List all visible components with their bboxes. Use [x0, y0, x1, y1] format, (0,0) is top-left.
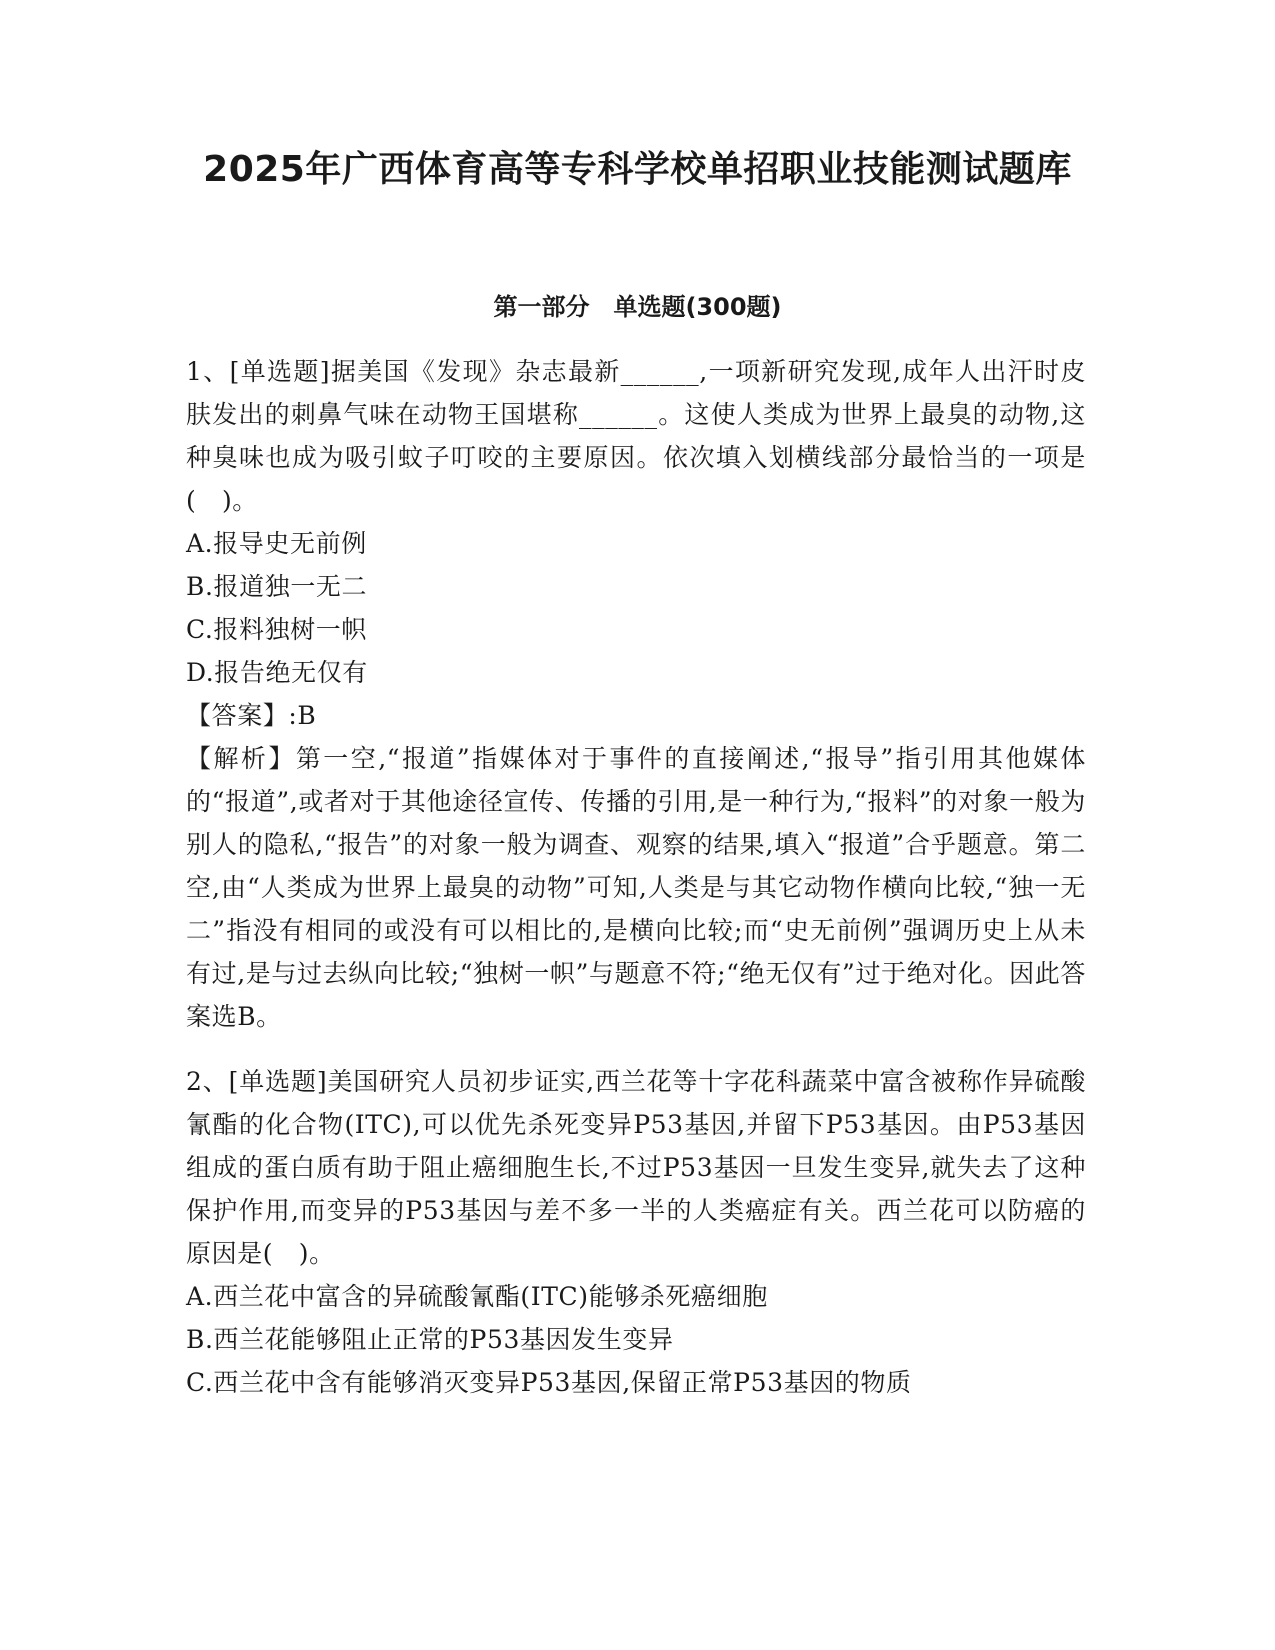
option-b: B.西兰花能够阻止正常的P53基因发生变异: [186, 1325, 674, 1354]
option-b: B.报道独一无二: [186, 572, 368, 601]
option-c: C.报料独树一帜: [186, 615, 367, 644]
question-stem: 2、[单选题]美国研究人员初步证实,西兰花等十字花科蔬菜中富含被称作异硫酸氰酯的化合物(ITC),可以优先杀死变异P53基因,并留下P53基因。由P53基因组成的蛋白质有助于阻止癌细胞生长,不过P53基因一旦发生变异,就失去了这种保护作用,而变异的P53基因与差不多一半的人类癌症有关。西兰花可以防癌的原因是( )。: [186, 1067, 1086, 1268]
option-d: D.报告绝无仅有: [186, 658, 368, 687]
option-c: C.西兰花中含有能够消灭变异P53基因,保留正常P53基因的物质: [186, 1368, 912, 1397]
section-title: 第一部分 单选题(300题): [493, 293, 782, 321]
document-title: 2025年广西体育高等专科学校单招职业技能测试题库: [203, 149, 1072, 190]
answer-line: 【答案】:B: [186, 701, 317, 730]
question-1: [186, 350, 1086, 1038]
analysis-text: 【解析】第一空,“报道”指媒体对于事件的直接阐述,“报导”指引用其他媒体的“报道”,或者对于其他途径宣传、传播的引用,是一种行为,“报料”的对象一般为别人的隐私,“报告”的对象一般为调查、观察的结果,填入“报道”合乎题意。第二空,由“人类成为世界上最臭的动物”可知,人类是与其它动物作横向比较,“独一无二”指没有相同的或没有可以相比的,是横向比较;而“史无前例”强调历史上从未有过,是与过去纵向比较;“独树一帜”与题意不符;“绝无仅有”过于绝对化。因此答案选B。: [186, 744, 1086, 1031]
question-2: [186, 1060, 1086, 1404]
option-a: A.西兰花中富含的异硫酸氰酯(ITC)能够杀死癌细胞: [186, 1282, 768, 1311]
question-stem: 1、[单选题]据美国《发现》杂志最新______,一项新研究发现,成年人出汗时皮肤发出的刺鼻气味在动物王国堪称______。这使人类成为世界上最臭的动物,这种臭味也成为吸引蚊子叮咬的主要原因。依次填入划横线部分最恰当的一项是( )。: [186, 357, 1086, 515]
option-a: A.报导史无前例: [186, 529, 367, 558]
question-list: [186, 350, 1086, 1404]
